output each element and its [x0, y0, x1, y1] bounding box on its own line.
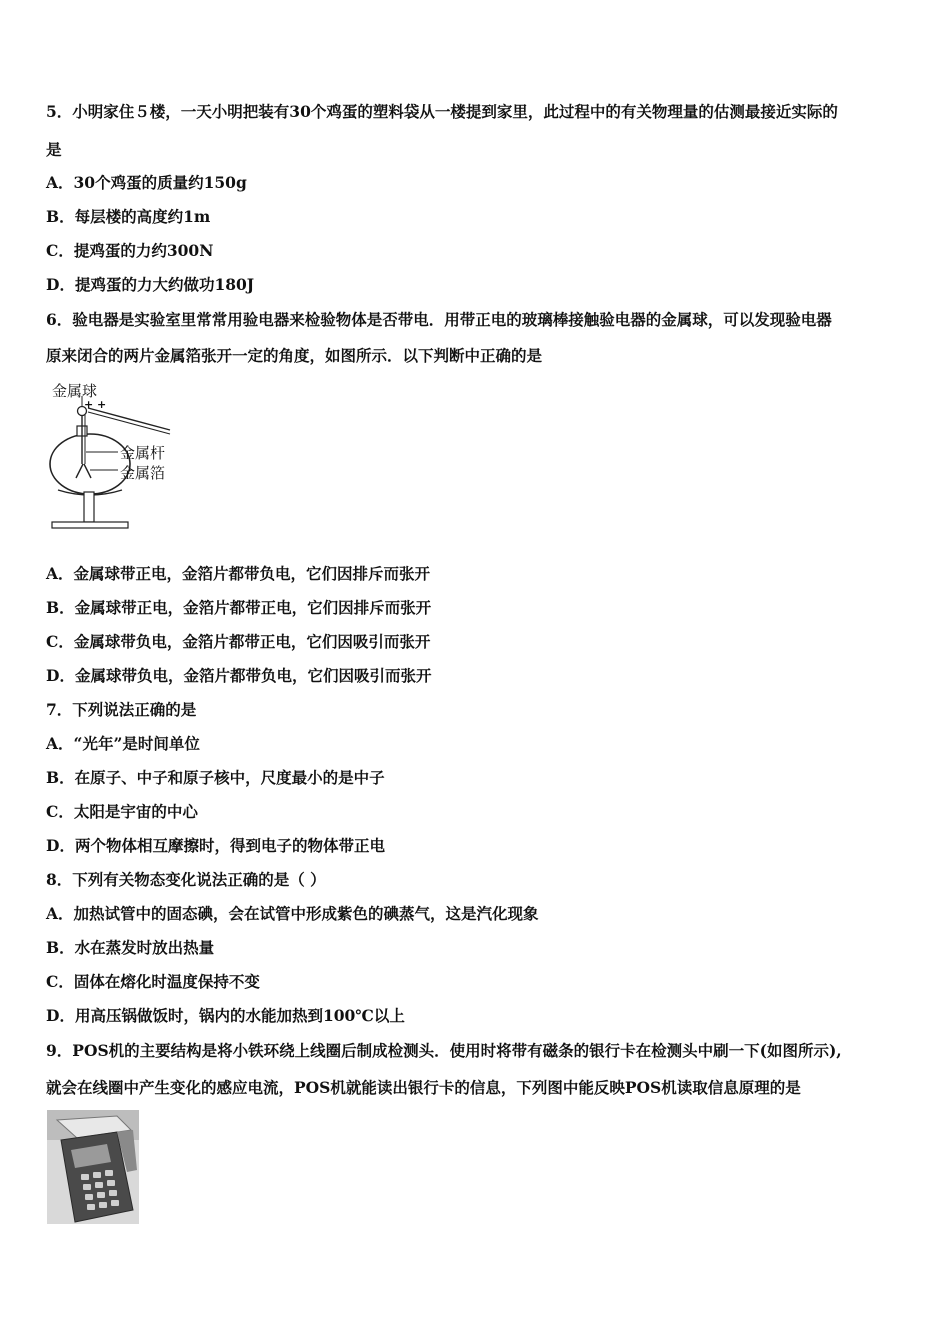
q5-stem-line2: 是 — [46, 140, 62, 159]
electroscope-jar — [50, 434, 130, 494]
q6-option-c: C．金属球带负电，金箔片都带正电，它们因吸引而张开 — [46, 632, 431, 651]
q6-option-a: A．金属球带正电，金箔片都带负电，它们因排斥而张开 — [46, 564, 431, 583]
q5-stem-line1: 5．小明家住５楼，一天小明把装有30个鸡蛋的塑料袋从一楼提到家里，此过程中的有关物理量的估测最接近实际的 — [46, 102, 838, 121]
q7-option-a: A．“光年”是时间单位 — [46, 734, 200, 753]
label-metal-foil: 金属箔 — [120, 464, 166, 482]
q9-stem-line2: 就会在线圈中产生变化的感应电流，POS机就能读出银行卡的信息，下列图中能反映POS机读取信息原理的是 — [46, 1078, 801, 1097]
pos-machine-image — [47, 1110, 139, 1224]
glass-rod — [88, 408, 170, 430]
q8-option-b: B．水在蒸发时放出热量 — [46, 938, 215, 957]
q9-stem-line1: 9．POS机的主要结构是将小铁环绕上线圈后制成检测头．使用时将带有磁条的银行卡在检测头中刷一下(如图所示), — [46, 1041, 842, 1060]
q8-stem: 8．下列有关物态变化说法正确的是（ ） — [46, 870, 326, 889]
metal-foil-right — [84, 464, 91, 478]
metal-foil-left — [76, 464, 83, 478]
q8-option-d: D．用高压锅做饭时，锅内的水能加热到100℃以上 — [46, 1006, 405, 1025]
q5-option-b: B．每层楼的高度约1m — [46, 207, 211, 226]
q8-option-c: C．固体在熔化时温度保持不变 — [46, 972, 260, 991]
q6-stem-line2: 原来闭合的两片金属箔张开一定的角度，如图所示．以下判断中正确的是 — [46, 346, 543, 365]
label-metal-ball: 金属球 — [52, 382, 98, 400]
q6-stem-line1: 6．验电器是实验室里常常用验电器来检验物体是否带电．用带正电的玻璃棒接触验电器的金属球，可以发现验电器 — [46, 310, 832, 329]
q7-option-d: D．两个物体相互摩擦时，得到电子的物体带正电 — [46, 836, 385, 855]
pos-machine-photo — [47, 1110, 139, 1224]
label-charge: + + — [84, 398, 107, 411]
q7-option-b: B．在原子、中子和原子核中，尺度最小的是中子 — [46, 768, 385, 787]
label-metal-rod: 金属杆 — [120, 444, 166, 462]
q6-option-b: B．金属球带正电，金箔片都带正电，它们因排斥而张开 — [46, 598, 432, 617]
q8-option-a: A．加热试管中的固态碘，会在试管中形成紫色的碘蒸气，这是汽化现象 — [46, 904, 539, 923]
q5-option-d: D．提鸡蛋的力大约做功180J — [46, 275, 255, 294]
q6-option-d: D．金属球带负电，金箔片都带负电，它们因吸引而张开 — [46, 666, 432, 685]
electroscope-stand — [84, 492, 94, 522]
q5-option-a: A．30个鸡蛋的质量约150g — [46, 173, 247, 192]
q7-stem: 7．下列说法正确的是 — [46, 700, 197, 719]
electroscope-figure — [44, 378, 184, 534]
electroscope-base — [52, 522, 128, 528]
q7-option-c: C．太阳是宇宙的中心 — [46, 802, 198, 821]
q5-option-c: C．提鸡蛋的力约300N — [46, 241, 214, 260]
